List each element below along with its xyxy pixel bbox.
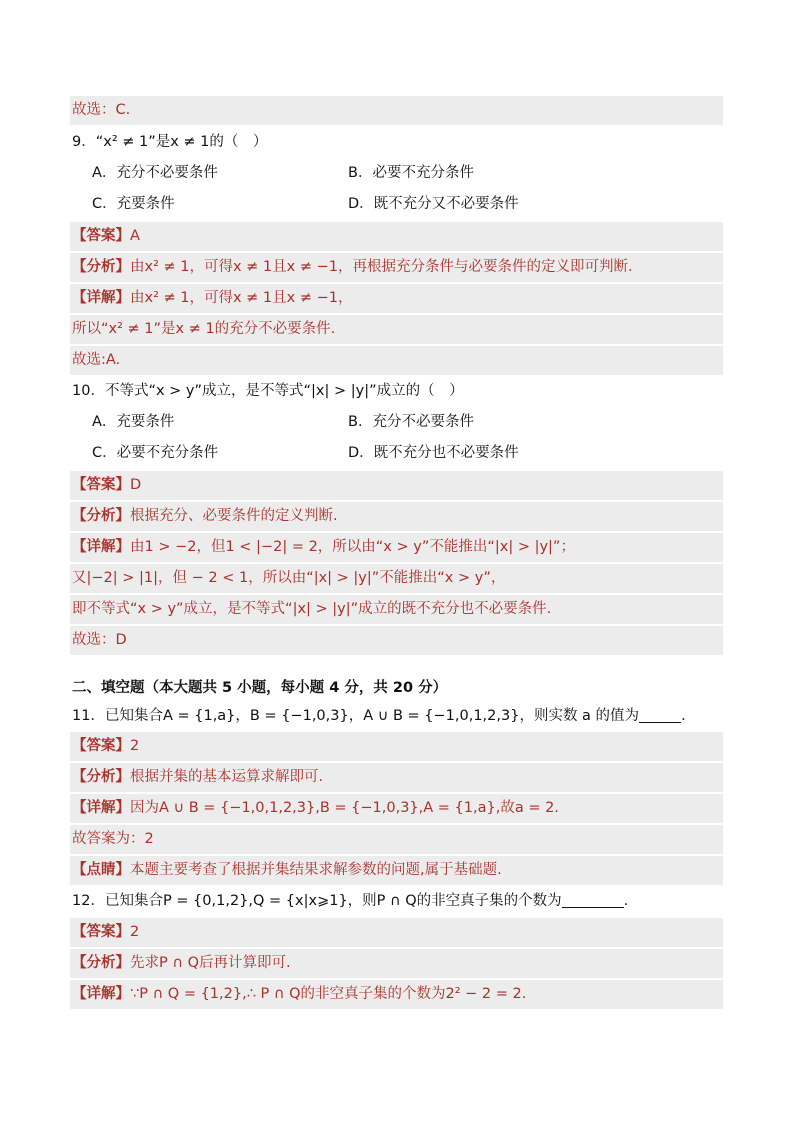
q10-conclusion: 故选：D: [70, 626, 723, 655]
q10-answer: [70, 471, 723, 500]
answer-tag: 【答案】: [72, 228, 130, 244]
detail-text: ∵P ∩ Q = {1,2},∴ P ∩ Q的非空真子集的个数为2² − 2 = 2.: [130, 986, 527, 1002]
q9-answer: [70, 222, 723, 251]
detail-text: 因为A ∪ B = {−1,0,1,2,3},B = {−1,0,3},A = {1,a},故a = 2.: [130, 800, 559, 816]
q10-option-b: B．充分不必要条件: [348, 414, 474, 430]
detail-tag: 【详解】: [72, 986, 130, 1002]
analysis-tag: 【分析】: [72, 259, 130, 275]
q10-option-d: D．既不充分也不必要条件: [348, 445, 519, 461]
q9-detail-2: 所以“x² ≠ 1”是x ≠ 1的充分不必要条件.: [70, 315, 723, 344]
analysis-text: 先求P ∩ Q后再计算即可.: [130, 955, 291, 971]
q9-analysis: [70, 253, 723, 282]
detail-text: 由x² ≠ 1，可得x ≠ 1且x ≠ −1，: [130, 290, 353, 306]
q11-stem-end: .: [681, 708, 686, 724]
comment-text: 本题主要考查了根据并集结果求解参数的问题,属于基础题.: [130, 862, 502, 878]
q12-answer: [70, 918, 723, 947]
analysis-tag: 【分析】: [72, 769, 130, 785]
q9-option-b: B．必要不充分条件: [348, 165, 474, 181]
q10-option-c: C．必要不充分条件: [92, 445, 219, 461]
q12-analysis: [70, 949, 723, 978]
q10-detail-3: 即不等式“x > y”成立，是不等式“|x| > |y|”成立的既不充分也不必要条件.: [70, 595, 723, 624]
analysis-text: 根据并集的基本运算求解即可.: [130, 769, 324, 785]
q11-conclusion: 故答案为：2: [70, 825, 723, 854]
analysis-tag: 【分析】: [72, 508, 130, 524]
analysis-tag: 【分析】: [72, 955, 130, 971]
comment-tag: 【点睛】: [72, 862, 130, 878]
q10-detail: [70, 533, 723, 562]
q10-option-a: A．充要条件: [92, 414, 175, 430]
q12-stem-end: .: [623, 893, 629, 909]
detail-tag: 【详解】: [72, 800, 130, 816]
answer-tag: 【答案】: [72, 477, 130, 493]
answer-value: A: [130, 228, 140, 244]
q9-option-d: D．既不充分又不必要条件: [348, 196, 519, 212]
q9-stem: 9．“x² ≠ 1”是x ≠ 1的（ ）: [72, 134, 268, 150]
analysis-text: 根据充分、必要条件的定义判断.: [130, 508, 338, 524]
q11-answer: [70, 732, 723, 761]
q10-detail-2: 又|−2| > |1|，但 − 2 < 1，所以由“|x| > |y|”不能推出“x > y”，: [70, 564, 723, 593]
q12-detail: [70, 980, 723, 1009]
answer-value: 2: [130, 924, 140, 940]
answer-value: D: [130, 477, 142, 493]
q9-detail: [70, 284, 723, 313]
answer-value: 2: [130, 738, 140, 754]
q9-conclusion: 故选:A.: [70, 346, 723, 375]
analysis-text: 由x² ≠ 1，可得x ≠ 1且x ≠ −1，再根据充分条件与必要条件的定义即可判断.: [130, 259, 633, 275]
q11-detail: [70, 794, 723, 823]
answer-blank: [562, 891, 624, 908]
q10-analysis: [70, 502, 723, 531]
q10-stem: 10．不等式“x > y”成立，是不等式“|x| > |y|”成立的（ ）: [72, 383, 464, 399]
q11-stem-text: 11．已知集合A = {1,a}，B = {−1,0,3}，A ∪ B = {−1,0,1,2,3}，则实数 a 的值为: [72, 708, 640, 724]
q11-comment: [70, 856, 723, 885]
detail-text: 由1 > −2，但1 < |−2| = 2，所以由“x > y”不能推出“|x| > |y|”；: [130, 539, 575, 555]
prev-conclusion: 故选：C.: [70, 96, 723, 125]
section-title: 二、填空题（本大题共 5 小题，每小题 4 分，共 20 分）: [72, 680, 448, 696]
q11-stem: [70, 702, 723, 731]
detail-tag: 【详解】: [72, 290, 130, 306]
answer-tag: 【答案】: [72, 738, 130, 754]
q9-option-c: C．充要条件: [92, 196, 175, 212]
q11-analysis: [70, 763, 723, 792]
answer-blank: [639, 706, 681, 723]
q12-stem: [70, 887, 723, 916]
q12-stem-text: 12．已知集合P = {0,1,2},Q = {x|x⩾1}，则P ∩ Q的非空真子集的个数为: [72, 893, 562, 909]
q9-option-a: A．充分不必要条件: [92, 165, 218, 181]
answer-tag: 【答案】: [72, 924, 130, 940]
detail-tag: 【详解】: [72, 539, 130, 555]
